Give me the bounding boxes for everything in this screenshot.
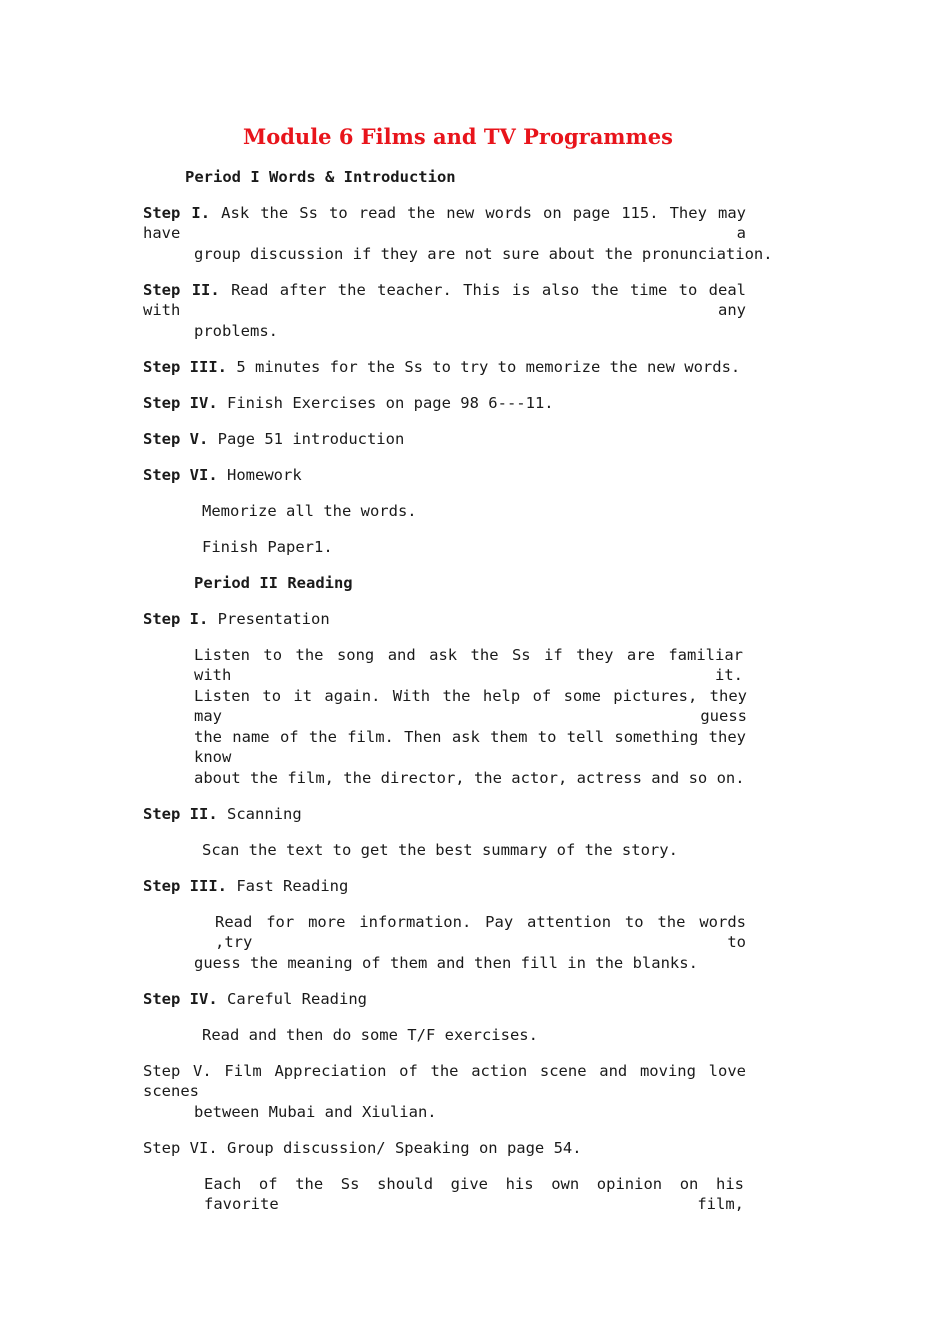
step-text: Scanning: [227, 805, 302, 823]
p1-step-2: [143, 280, 746, 320]
p1-step-4: [143, 393, 554, 413]
p2-step-4: [143, 989, 367, 1009]
period-1-heading: Period I Words & Introduction: [185, 168, 456, 186]
p1-step-1-cont: group discussion if they are not sure about the pronunciation.: [194, 245, 773, 263]
p2-step-2: [143, 804, 302, 824]
step-label: Step V.: [143, 430, 209, 448]
p2-step-3-detail: Read for more information. Pay attention to the words ,try to: [215, 913, 746, 951]
p2-step-6-detail: Each of the Ss should give his own opinion on his favorite film,: [204, 1175, 744, 1213]
step-text: Fast Reading: [236, 877, 349, 895]
p1-step-5: [143, 429, 404, 449]
p1-step-1: [143, 203, 746, 243]
p2-step-2-detail: Scan the text to get the best summary of the story.: [202, 841, 678, 859]
step-label: Step VI.: [143, 466, 218, 484]
step-label: Step I.: [143, 610, 209, 628]
homework-item: Finish Paper1.: [202, 538, 333, 556]
p1-step-2-cont: problems.: [194, 322, 278, 340]
step-text: Finish Exercises on page 98 6---11.: [227, 394, 554, 412]
p1-step-6: [143, 465, 302, 485]
step-label: Step IV.: [143, 990, 218, 1008]
step-text: Homework: [227, 466, 302, 484]
period-2-heading: Period II Reading: [194, 574, 353, 592]
homework-item: Memorize all the words.: [202, 502, 417, 520]
p2-step-1-line: Listen to it again. With the help of some pictures, they may guess: [194, 687, 747, 725]
p2-step-3-detail-cont: guess the meaning of them and then fill in the blanks.: [194, 954, 698, 972]
document-title: Module 6 Films and TV Programmes: [243, 124, 673, 149]
step-text: 5 minutes for the Ss to try to memorize the new words.: [236, 358, 741, 376]
p1-step-3: [143, 357, 740, 377]
p2-step-1-line: about the film, the director, the actor, actress and so on.: [194, 769, 745, 787]
p2-step-3: [143, 876, 348, 896]
step-text: Careful Reading: [227, 990, 367, 1008]
p2-step-1-line: Listen to the song and ask the Ss if they are familiar with it.: [194, 646, 743, 684]
step-label: Step I.: [143, 204, 211, 222]
step-label: Step II.: [143, 281, 220, 299]
p2-step-5-cont: between Mubai and Xiulian.: [194, 1103, 437, 1121]
step-label: Step III.: [143, 877, 227, 895]
p2-step-4-detail: Read and then do some T/F exercises.: [202, 1026, 538, 1044]
step-text: Page 51 introduction: [217, 430, 405, 448]
p2-step-1: [143, 609, 330, 629]
p2-step-1-line: the name of the film. Then ask them to tell something they know: [194, 728, 746, 766]
p2-step-6: Step VI. Group discussion/ Speaking on page 54.: [143, 1139, 582, 1157]
step-label: Step II.: [143, 805, 218, 823]
step-text: Ask the Ss to read the new words on page 115. They may have a: [143, 204, 746, 242]
step-text: Read after the teacher. This is also the time to deal with any: [143, 281, 747, 319]
step-label: Step III.: [143, 358, 227, 376]
step-text: Presentation: [217, 610, 330, 628]
step-label: Step IV.: [143, 394, 218, 412]
p2-step-5: Step V. Film Appreciation of the action scene and moving love scenes: [143, 1062, 746, 1100]
